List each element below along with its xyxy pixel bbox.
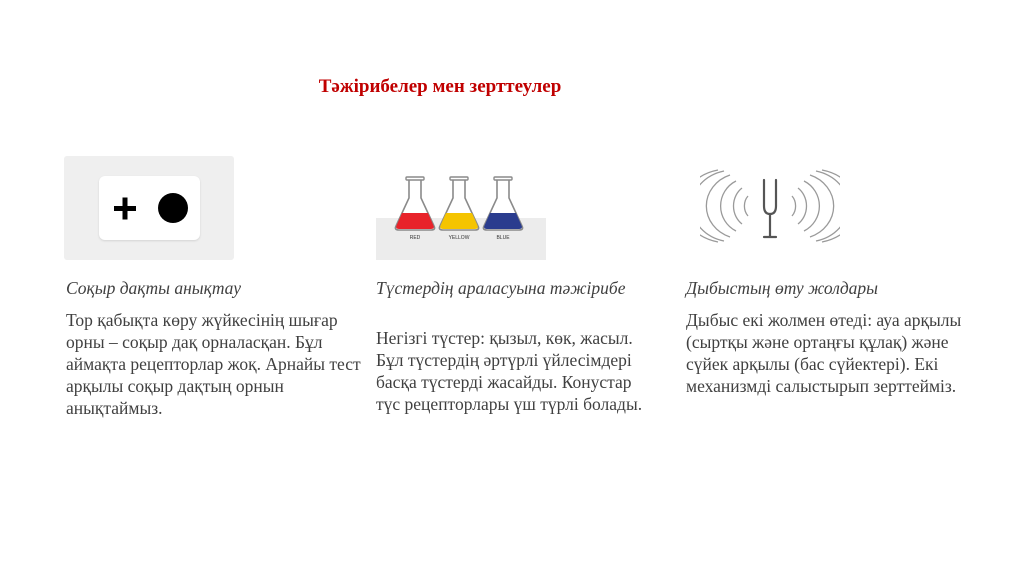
black-dot-icon xyxy=(158,193,188,223)
flask-label-yellow: YELLOW xyxy=(448,235,470,241)
body-color-mixing: Негізгі түстер: қызыл, көк, жасыл. Бұл түстердің әртүрлі үйлесімдері басқа түстерді жасайды. Конустар түс рецепторлары үш түрлі болады. xyxy=(376,328,643,414)
page-title: Тәжірибелер мен зерттеулер xyxy=(318,76,562,97)
flask-label-blue: BLUE xyxy=(496,235,510,241)
body-blind-spot: Тор қабықта көру жүйкесінің шығар орны – соқыр дақ орналасқан. Бұл аймақта рецепторлар жоқ. Арнайы тест арқылы соқыр дақтың орнын анықтаймыз. xyxy=(66,310,361,418)
heading-blind-spot: Соқыр дақты анықтау xyxy=(66,278,241,298)
tuning-fork-image xyxy=(700,168,840,244)
blind-spot-card-image xyxy=(64,156,234,260)
heading-color-mixing: Түстердің араласуына тәжірибе xyxy=(376,278,626,298)
blue-flask-icon xyxy=(483,177,522,230)
heading-sound-paths: Дыбыстың өту жолдары xyxy=(686,278,879,298)
flask-label-red: RED xyxy=(409,235,421,241)
tuning-fork-icon xyxy=(764,180,776,237)
yellow-flask-icon xyxy=(439,177,478,230)
color-flasks-image xyxy=(376,168,546,260)
test-card xyxy=(99,176,200,240)
red-flask-icon xyxy=(395,177,434,230)
body-sound-paths: Дыбыс екі жолмен өтеді: ауа арқылы (сыртқы және ортаңғы құлақ) және сүйек арқылы (бас сүйектері). Екі механизмді салыстырып зерттейміз. xyxy=(686,310,962,396)
plus-icon xyxy=(114,198,136,220)
